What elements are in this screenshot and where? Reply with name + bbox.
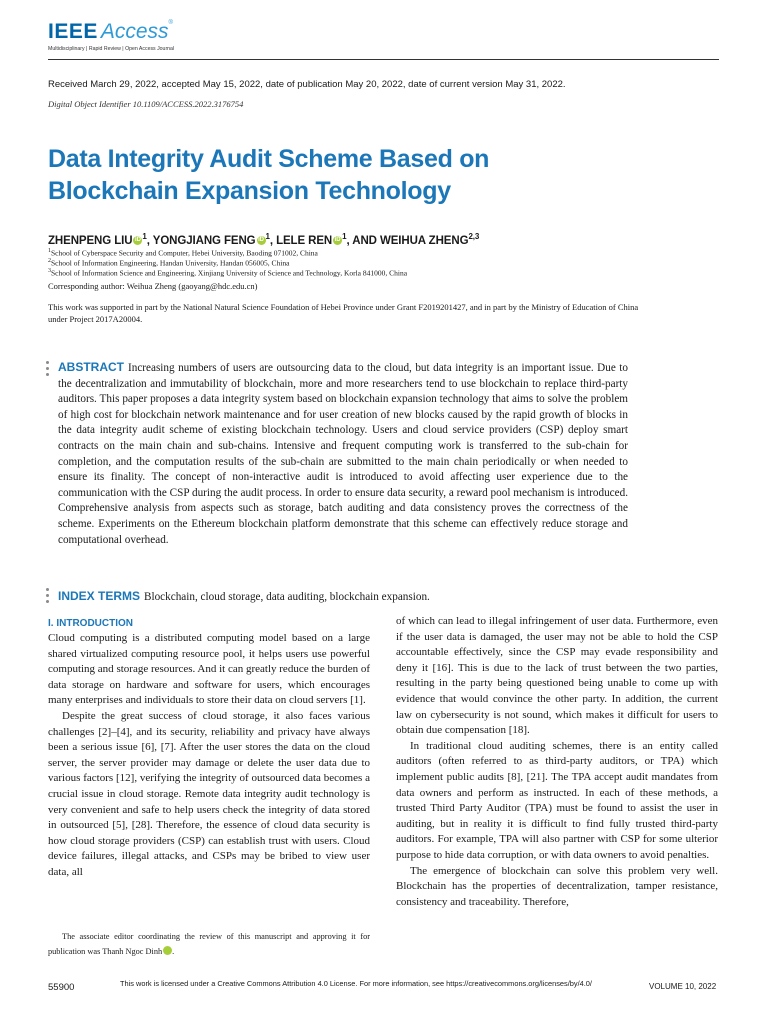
abstract-dots-icon <box>46 361 50 379</box>
orcid-icon[interactable]: iD <box>258 236 264 243</box>
author-name: , LELE REN <box>269 234 333 247</box>
body-paragraph: of which can lead to illegal infringement of user data. Furthermore, even if the user data is damaged, the user may not be able to hold the CSP accountable effectively, since the CSP may evade responsibility and deny it [16]. This is due to the lack of trust between the two parties, resulting in the party being questioned being unable to come up with evidence that would convince the other party. In addition, the current law on cybersecurity is not sound, which makes it difficult for users to obtain due compensation [18]. <box>396 615 718 737</box>
author-list <box>48 232 479 247</box>
index-terms <box>58 589 430 603</box>
affiliation-number: 2 <box>48 258 51 264</box>
index-terms-dots-icon <box>46 588 50 606</box>
license-notice[interactable]: This work is licensed under a Creative Commons Attribution 4.0 License. For more information, see https://creativecommons.org/licenses/by/4.0/ <box>120 979 592 988</box>
left-column <box>48 617 370 881</box>
abstract-text: Increasing numbers of users are outsourcing data to the cloud, but data integrity is an important issue. Due to the decentralization and immutability of blockchain, more and more researchers tend to use blockchain to replace third-party auditors. This paper proposes a data integrity system based on blockchain expansion technology that aims to solve the problem of high cost for blockchain network maintenance and for user creation of new blocks caused by the rapid growth of blocks in the data integrity audit scheme of existing blockchain technology. Users and cloud service providers (CSP) deploy smart contracts on the main chain and sub-chains. Intensive and frequent computing work is transferred to the sub-chain for completion, and the computation results of the sub-chain are submitted to the main chain periodically or when needed to ensure its finality. The concept of non-interactive audit is introduced to avoid affecting user experience due to the communication with the CSP during the audit process. In order to ensure data security, a reward pool mechanism is introduced. Comprehensive analysis from aspects such as storage, batch auditing and data consistency proves the correctness of the scheme. Experiments on the Ethereum blockchain platform demonstrate that this scheme can effectively reduce storage and computational overhead. <box>58 362 628 546</box>
doi-line: Digital Object Identifier 10.1109/ACCESS.2022.3176754 <box>48 99 244 109</box>
editor-footnote: The associate editor coordinating the review of this manuscript and approving it for publication was Thanh Ngoc Dinh iD. <box>48 932 370 956</box>
affiliation-text: School of Cyberspace Security and Computer, Hebei University, Baoding 071002, China <box>51 248 318 258</box>
page-number: 55900 <box>48 982 75 993</box>
body-paragraph: Cloud computing is a distributed computing model based on a large shared virtualized computing resource pool, it helps users use powerful computing and storage resources. And it can greatly reduce the burden of data storage on hardware and software for users, which encourages many enterprises and individuals to store their data on cloud servers [1]. <box>48 632 370 707</box>
orcid-icon[interactable]: iD <box>334 236 341 243</box>
author-affil-sup: 2,3 <box>468 232 480 241</box>
affiliation-text: School of Information Engineering, Handan University, Handan 056005, China <box>51 258 290 268</box>
body-paragraph: In traditional cloud auditing schemes, there is an entity called auditors (often referred to as third-party auditors, or TPA) which implement public audits [8], [21]. The TPA accept audit mandates from data owners and perform as instructed. In each of these methods, a trusted Third Party Auditor (TPA) must be found to assist the user in auditing, but in reality it is difficult to find fully trusted third-party auditors. For example, TPA will also partner with CSP for some ulterior purpose to hide data corruption, or with data owners to avoid penalties. <box>396 739 718 861</box>
orcid-icon[interactable]: iD <box>135 236 141 243</box>
journal-logo <box>48 20 173 44</box>
author-affil-sup: 1 <box>342 232 347 241</box>
author-affil-sup: 1 <box>265 232 270 241</box>
affiliation-number: 3 <box>48 268 51 274</box>
corresponding-author: Corresponding author: Weihua Zheng (gaoyang@hdc.edu.cn) <box>48 281 258 291</box>
abstract-label: ABSTRACT <box>58 360 124 374</box>
affiliation <box>48 266 407 279</box>
section-heading: I. INTRODUCTION <box>48 618 133 629</box>
affiliation-text: School of Information Science and Engineering, Xinjiang University of Science and Technology, Korla 841000, China <box>51 268 408 278</box>
affiliation-number: 1 <box>48 248 51 254</box>
right-column <box>396 614 718 910</box>
journal-tagline: Multidisciplinary | Rapid Review | Open Access Journal <box>48 46 175 52</box>
body-paragraph: Despite the great success of cloud storage, it also faces various challenges [2]–[4], and its security, reliability and privacy have always been a serious issue [6], [7]. After the user stores the data on the cloud server, the server provider may damage or delete the user data due to various factors [12], verifying the integrity of outsourced data becomes a crucial issue in cloud storage. Remote data integrity audit technology is very convenient and safe to help users check the integrity of data stored in outsourced [5], [28]. Therefore, the essence of cloud data security is how cloud storage providers (CSP) can establish trust with users. Cloud device failures, illegal attacks, and CSPs may be bribed to view user data, all <box>48 709 370 878</box>
abstract <box>58 360 628 548</box>
body-paragraph: The emergence of blockchain can solve this problem very well. Blockchain has the properties of decentralization, tamper resistance, consistency and traceability. Therefore, <box>396 864 718 908</box>
author-name: , AND WEIHUA ZHENG <box>346 234 469 247</box>
header-rule <box>48 59 719 60</box>
author-affil-sup: 1 <box>142 232 147 241</box>
orcid-icon[interactable]: iD <box>163 946 172 955</box>
volume-label: VOLUME 10, 2022 <box>649 982 717 991</box>
index-terms-label: INDEX TERMS <box>58 589 141 603</box>
index-terms-text: Blockchain, cloud storage, data auditing, blockchain expansion. <box>144 591 430 603</box>
footnote-text: The associate editor coordinating the review of this manuscript and approving it for publication was Thanh Ngoc Dinh <box>48 932 370 956</box>
author-name: , YONGJIANG FENG <box>146 234 256 247</box>
funding-statement: This work was supported in part by the National Natural Science Foundation of Hebei Province under Grant F2019201427, and in part by the Ministry of Education of China under Project 2017A20004. <box>48 302 639 324</box>
received-dates: Received March 29, 2022, accepted May 15, 2022, date of publication May 20, 2022, date of current version May 31, 2022. <box>48 79 566 90</box>
logo-ieee: IEEE <box>48 20 98 43</box>
logo-trademark: ® <box>168 20 173 26</box>
paper-title: Data Integrity Audit Scheme Based on Blockchain Expansion Technology <box>48 145 490 205</box>
logo-access: Access <box>100 20 169 43</box>
author-name: ZHENPENG LIU <box>48 234 133 247</box>
